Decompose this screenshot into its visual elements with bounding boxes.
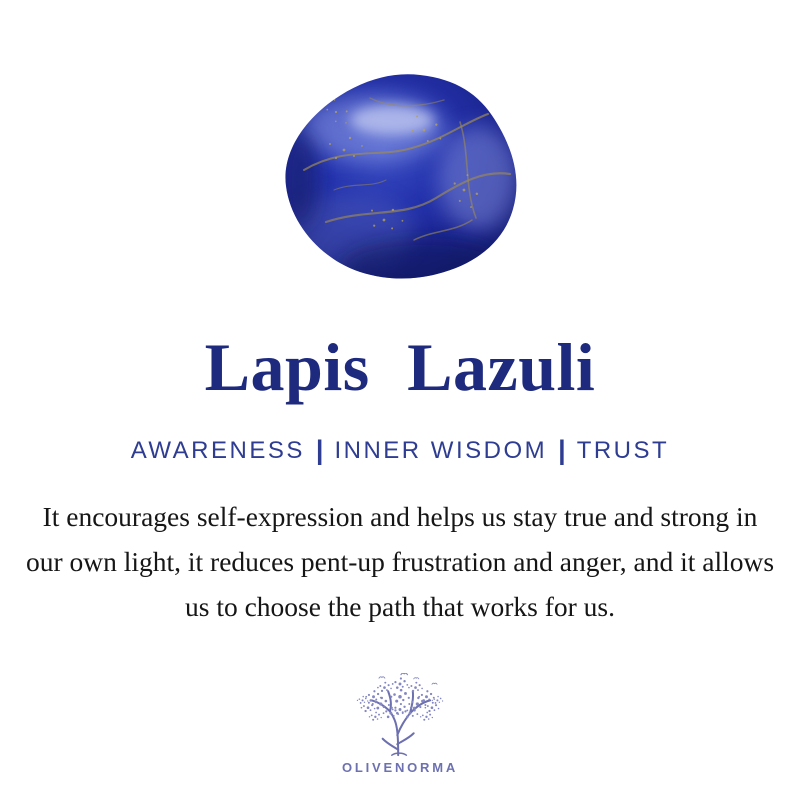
trait-trust: TRUST — [576, 437, 670, 465]
lapis-lazuli-stone-photo — [274, 70, 526, 282]
trait-separator: | — [558, 435, 566, 466]
trait-inner-wisdom: INNER WISDOM — [334, 437, 548, 465]
trait-awareness: AWARENESS — [130, 437, 305, 465]
traits-line — [131, 435, 669, 467]
stone-title: Lapis Lazuli — [204, 329, 596, 405]
brand-block — [342, 673, 458, 775]
stone-description: It encourages self-expression and helps us stay true and strong in our own light, it reduces pent-up frustration and anger, and it allows us to choose the path that works for us. — [25, 500, 775, 622]
trait-separator: | — [315, 435, 324, 466]
tree-with-birds-icon — [349, 673, 451, 757]
stone-illustration — [274, 70, 526, 282]
brand-name: OLIVENORMA — [341, 759, 459, 775]
